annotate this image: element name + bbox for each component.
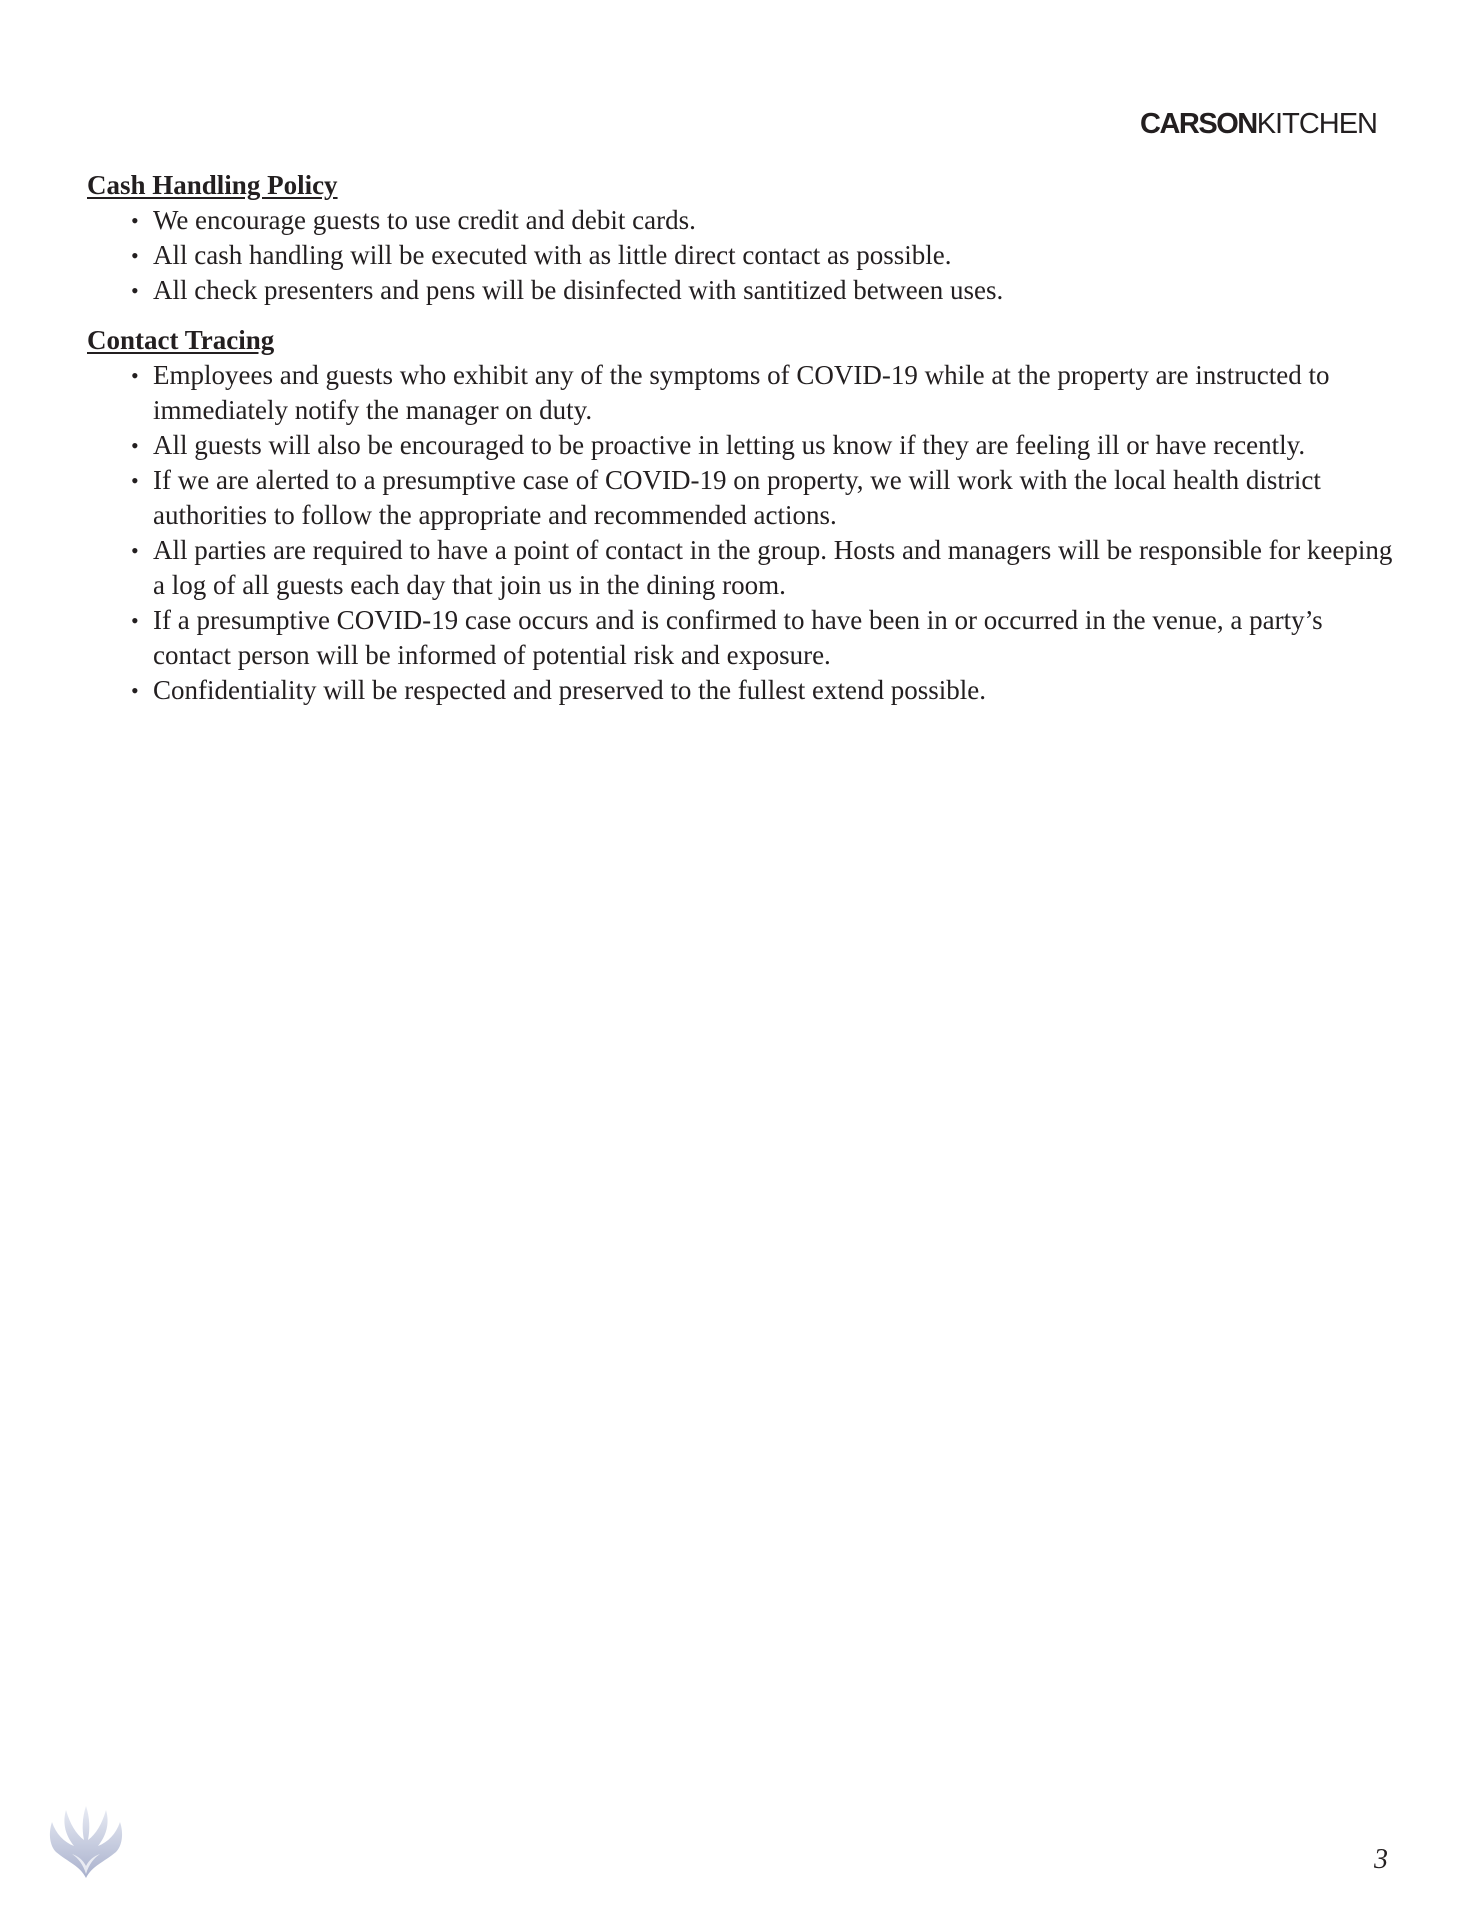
list-item-text: We encourage guests to use credit and debit cards. <box>153 205 696 235</box>
list-item-text: Confidentiality will be respected and preserved to the fullest extend possible. <box>153 675 987 705</box>
contact-tracing-list <box>87 358 1407 708</box>
list-item <box>87 273 1407 308</box>
list-item <box>87 463 1407 533</box>
list-item <box>87 533 1407 603</box>
list-item <box>87 428 1407 463</box>
carson-kitchen-logo <box>1140 110 1377 139</box>
list-item <box>87 673 1407 708</box>
list-item-text: All parties are required to have a point of contact in the group. Hosts and managers will be responsible for keeping a log of all guests each day that join us in the dining room. <box>153 535 1393 600</box>
bullet-icon: • <box>131 433 139 458</box>
list-item <box>87 603 1407 673</box>
bullet-icon: • <box>131 538 139 563</box>
list-item-text: All check presenters and pens will be disinfected with santitized between uses. <box>153 275 1004 305</box>
bullet-icon: • <box>131 243 139 268</box>
bullet-icon: • <box>131 468 139 493</box>
logo-light-text: KITCHEN <box>1256 108 1377 140</box>
list-item-text: If a presumptive COVID-19 case occurs and is confirmed to have been in or occurred in the venue, a party’s contact person will be informed of potential risk and exposure. <box>153 605 1323 670</box>
bullet-icon: • <box>131 278 139 303</box>
list-item-text: If we are alerted to a presumptive case of COVID-19 on property, we will work with the local health district authorities to follow the appropriate and recommended actions. <box>153 465 1321 530</box>
bullet-icon: • <box>131 363 139 388</box>
list-item-text: All guests will also be encouraged to be proactive in letting us know if they are feeling ill or have recently. <box>153 430 1306 460</box>
list-item <box>87 203 1407 238</box>
cash-handling-list <box>87 203 1407 308</box>
list-item <box>87 358 1407 428</box>
list-item-text: All cash handling will be executed with as little direct contact as possible. <box>153 240 952 270</box>
section-title-cash-handling: Cash Handling Policy <box>87 170 338 200</box>
document-body <box>87 167 1407 722</box>
phoenix-icon <box>46 1800 126 1882</box>
section-title-contact-tracing: Contact Tracing <box>87 325 275 355</box>
bullet-icon: • <box>131 208 139 233</box>
list-item <box>87 238 1407 273</box>
bullet-icon: • <box>131 678 139 703</box>
list-item-text: Employees and guests who exhibit any of the symptoms of COVID-19 while at the property are instructed to immediately notify the manager on duty. <box>153 360 1330 425</box>
logo-bold-text: CARSON <box>1140 108 1257 140</box>
bullet-icon: • <box>131 608 139 633</box>
page-number: 3 <box>1374 1844 1388 1875</box>
